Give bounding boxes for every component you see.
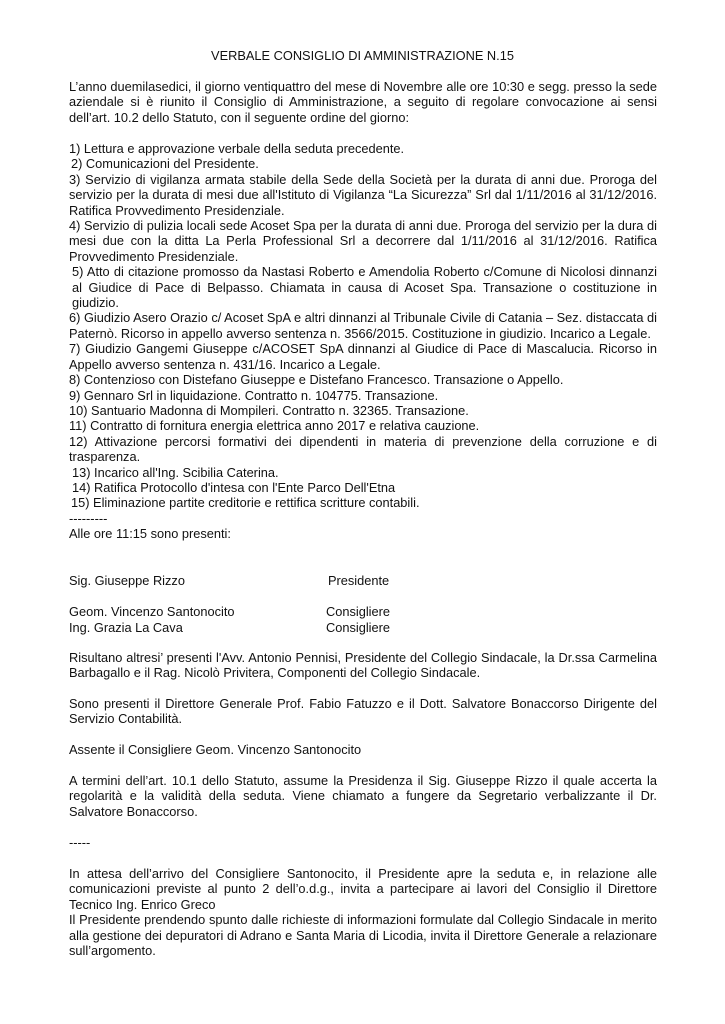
waiting-paragraph (69, 866, 657, 958)
absent-text: Assente il Consigliere Geom. Vincenzo Santonocito (69, 742, 362, 757)
attendee-role: Consigliere (326, 620, 391, 635)
agenda-item-5: 5) Atto di citazione promosso da Nastasi Roberto e Amendolia Roberto c/Comune di Nicolosi dinnanzi al Giudice di Pace di Belpasso. Chiamata in causa di Acoset Spa. Transazione o costituzione in giudizio. (72, 264, 657, 311)
agenda-item-4: 4) Servizio di pulizia locali sede Acoset Spa per la durata di anni due. Proroga del servizio per la dura di mesi due con la ditta La Perla Professional Srl a decorrere dal 1/11/2016 al 31/12/2016. Ratifica Provvedimento Presidenziale. (69, 218, 657, 264)
president-text: Il Presidente prendendo spunto dalle richieste di informazioni formulate dal Collegio Sindacale in merito alla gestione dei depuratori di Adrano e Santa Maria di Licodia, invita il Direttore Generale a relazionare sull’argomento. (69, 912, 657, 959)
agenda-item-6: 6) Giudizio Asero Orazio c/ Acoset SpA e altri dinnanzi al Tribunale Civile di Catania – Sez. distaccata di Paternò. Ricorso in appello avverso sentenza n. 3566/2015. Costituzione in giudizio. Incarico a Legale. (69, 310, 657, 341)
directors-text: Sono presenti il Direttore Generale Prof. Fabio Fatuzzo e il Dott. Salvatore Bonaccorso Dirigente del Servizio Contabilità. (69, 696, 657, 727)
agenda-item-9: 9) Gennaro Srl in liquidazione. Contratto n. 104775. Transazione. (69, 387, 439, 403)
agenda-item-10: 10) Santuario Madonna di Mompileri. Contratto n. 32365. Transazione. (69, 402, 469, 418)
directors-paragraph (69, 696, 657, 727)
document-title: VERBALE CONSIGLIO DI AMMINISTRAZIONE N.15 (211, 48, 514, 63)
agenda-item-1: 1) Lettura e approvazione verbale della seduta precedente. (69, 141, 405, 156)
agenda-item-12: 12) Attivazione percorsi formativi dei dipendenti in materia di prevenzione della corruzione e di trasparenza. (69, 433, 657, 465)
presence-intro: Alle ore 11:15 sono presenti: (69, 526, 231, 542)
agenda-list (69, 141, 657, 542)
agenda-item-3: 3) Servizio di vigilanza armata stabile della Sede della Società per la durata di anni due. Proroga del servizio per la durata di mesi due all'Istituto di Vigilanza “La Sicurezza” Srl dal 1/11/2016 al 31/12/2016. Ratifica Provvedimento Presidenziale. (69, 171, 657, 218)
also-present-paragraph (69, 650, 657, 681)
attendee-name: Ing. Grazia La Cava (69, 620, 183, 635)
agenda-item-13: 13) Incarico all'Ing. Scibilia Caterina. (72, 464, 279, 480)
agenda-item-15: 15) Eliminazione partite creditorie e rettifica scritture contabili. (71, 495, 420, 511)
attendee-row (69, 573, 657, 589)
attendee-name: Geom. Vincenzo Santonocito (69, 604, 235, 619)
intro-paragraph (69, 79, 657, 125)
intro-text: L’anno duemilasedici, il giorno ventiquattro del mese di Novembre alle ore 10:30 e segg. presso la sede aziendale si è riunito il Consiglio di Amministrazione, a seguito di regolare convocazione ai sensi dell’art. 10.2 dello Statuto, con il seguente ordine del giorno: (69, 79, 657, 125)
attendee-row (69, 604, 657, 620)
agenda-item-7: 7) Giudizio Gangemi Giuseppe c/ACOSET SpA dinnanzi al Giudice di Pace di Mascalucia. Ricorso in Appello avverso sentenza n. 431/16. Incarico a Legale. (69, 341, 657, 372)
presidency-text: A termini dell’art. 10.1 dello Statuto, assume la Presidenza il Sig. Giuseppe Rizzo il quale accerta la regolarità e la validità della seduta. Viene chiamato a fungere da Segretario verbalizzante il Dr. Salvatore Bonaccorso. (69, 773, 657, 819)
agenda-item-2: 2) Comunicazioni del Presidente. (71, 156, 259, 172)
attendee-name: Sig. Giuseppe Rizzo (69, 573, 185, 588)
separator-short-text: ----- (69, 835, 91, 850)
separator-short (69, 835, 657, 850)
agenda-item-14: 14) Ratifica Protocollo d'intesa con l'Ente Parco Dell'Etna (72, 479, 396, 495)
absent-paragraph (69, 742, 657, 757)
attendee-role: Consigliere (326, 604, 391, 619)
presidency-paragraph (69, 773, 657, 819)
agenda-item-11: 11) Contratto di fornitura energia elettrica anno 2017 e relativa cauzione. (69, 418, 480, 434)
attendee-row (69, 620, 657, 636)
separator-dashes: --------- (69, 510, 108, 526)
agenda-item-8: 8) Contenzioso con Distefano Giuseppe e Distefano Francesco. Transazione o Appello. (69, 372, 564, 388)
waiting-text: In attesa dell’arrivo del Consigliere Santonocito, il Presidente apre la seduta e, in relazione alle comunicazioni previste al punto 2 dell’o.d.g., invita a partecipare ai lavori del Consiglio il Direttore Tecnico Ing. Enrico Greco (69, 866, 657, 912)
attendee-role: Presidente (328, 573, 390, 588)
also-present-text: Risultano altresi’ presenti l'Avv. Antonio Pennisi, Presidente del Collegio Sindacale, la Dr.ssa Carmelina Barbagallo e il Rag. Nicolò Privitera, Componenti del Collegio Sindacale. (69, 650, 657, 681)
